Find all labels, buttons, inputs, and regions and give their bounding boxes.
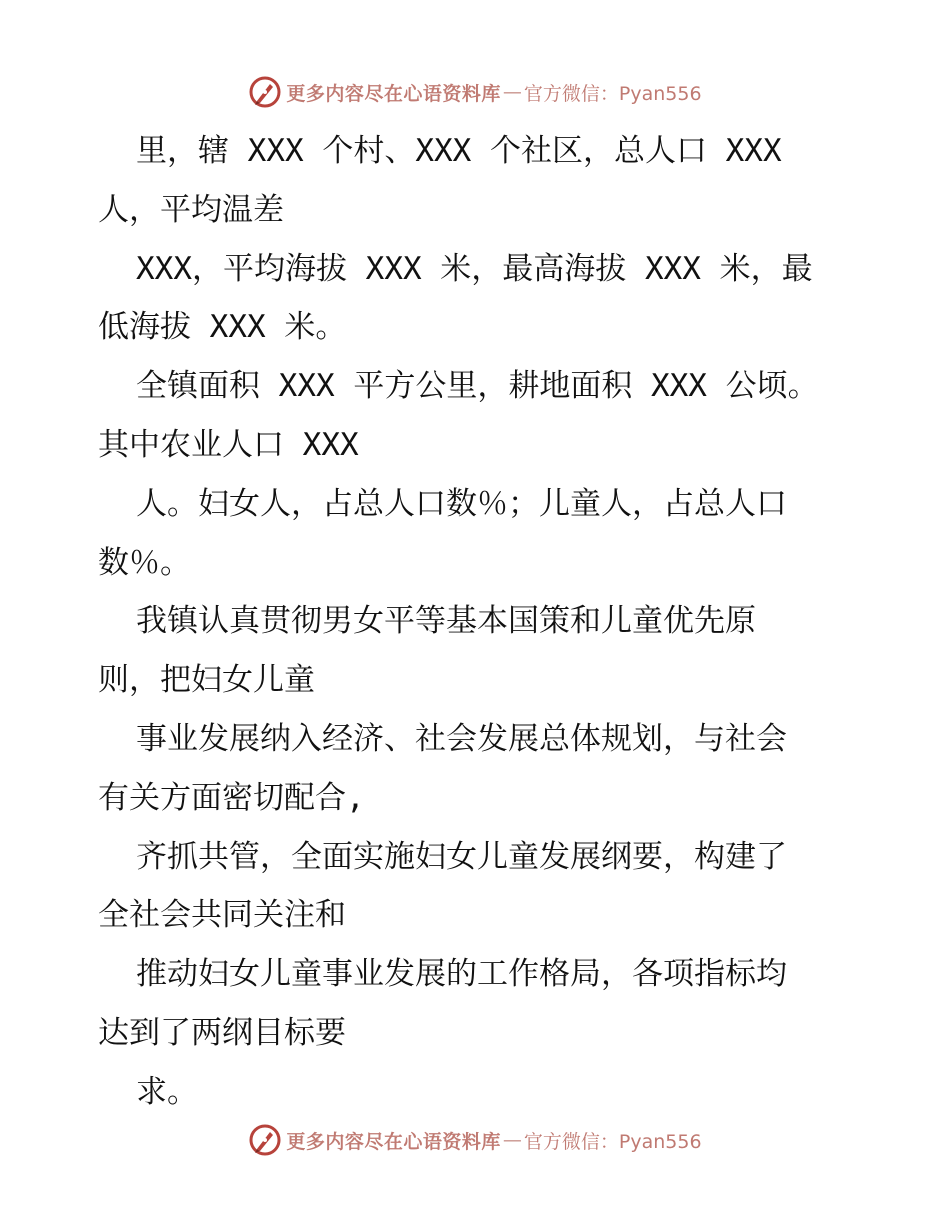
- footer-separator: —: [502, 1129, 522, 1151]
- body-line: 里，辖 XXX 个村、XXX 个社区，总人口 XXX: [136, 133, 782, 169]
- body-line: 求。: [136, 1073, 198, 1110]
- body-line: 则，把妇女儿童: [98, 662, 315, 699]
- body-line: 有关方面密切配合,: [98, 779, 365, 816]
- footer-banner-content: [248, 1123, 701, 1157]
- footer-wechat-text: 官方微信：Pyan556: [523, 1130, 702, 1153]
- header-separator: —: [502, 81, 522, 103]
- body-line: 全镇面积 XXX 平方公里，耕地面积 XXX 公顷。: [136, 368, 819, 405]
- header-banner: [0, 72, 950, 112]
- footer-site-text: 更多内容尽在心语资料库: [286, 1130, 501, 1153]
- header-banner-content: [248, 75, 701, 109]
- body-line: 事业发展纳入经济、社会发展总体规划，与社会: [136, 720, 787, 757]
- body-line: 数％。: [98, 544, 191, 581]
- body-line: 低海拔 XXX 米。: [98, 309, 347, 346]
- body-line: 其中农业人口 XXX: [98, 426, 359, 463]
- quill-pen-logo-icon: [248, 1123, 282, 1157]
- header-wechat-text: 官方微信：Pyan556: [523, 82, 702, 105]
- body-line: 齐抓共管，全面实施妇女儿童发展纲要，构建了: [136, 838, 787, 875]
- body-line: 人，平均温差: [98, 191, 284, 228]
- body-line: 达到了两纲目标要: [98, 1014, 346, 1051]
- body-line: 全社会共同关注和: [98, 897, 346, 934]
- quill-pen-logo-icon: [248, 75, 282, 109]
- body-line: 我镇认真贯彻男女平等基本国策和儿童优先原: [136, 603, 756, 640]
- body-line: 推动妇女儿童事业发展的工作格局，各项指标均: [136, 956, 787, 993]
- footer-banner: [0, 1120, 950, 1160]
- header-site-text: 更多内容尽在心语资料库: [286, 82, 501, 105]
- body-line: 人。妇女人，占总人口数％；儿童人，占总人口: [136, 485, 787, 522]
- body-line: XXX，平均海拔 XXX 米，最高海拔 XXX 米，最: [136, 250, 813, 287]
- document-body: [98, 122, 928, 1122]
